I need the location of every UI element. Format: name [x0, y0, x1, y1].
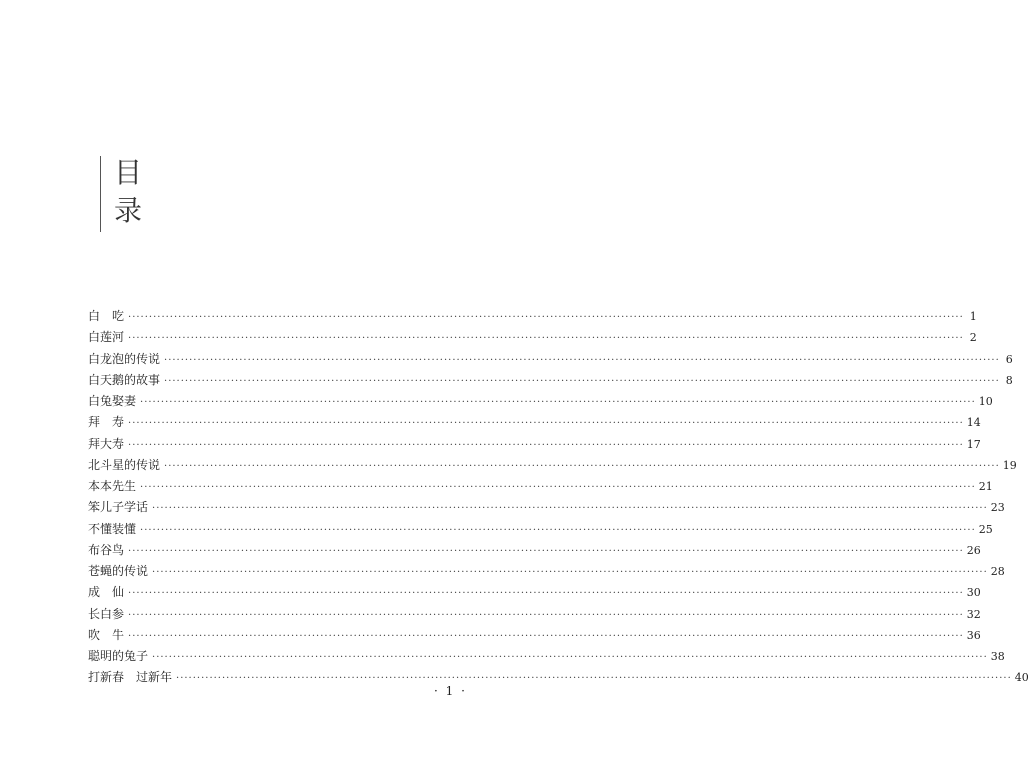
- toc-entry-title: 布谷鸟: [88, 542, 125, 557]
- toc-entry-title: 白天鹅的故事: [88, 372, 161, 387]
- toc-entry-title: 吹 牛: [88, 627, 125, 642]
- heading-rule: [100, 156, 101, 232]
- toc-entry-title: 拜大寿: [88, 436, 125, 451]
- toc-entry-title: 笨儿子学话: [88, 500, 149, 515]
- toc-leader-dots: ········································································································································································································: [128, 312, 964, 323]
- toc-leader-dots: ········································································································································································································: [176, 673, 1012, 685]
- toc-entry[interactable]: [88, 306, 977, 327]
- toc-entry-page: 8: [1005, 373, 1013, 387]
- toc-entry-page: 19: [1002, 458, 1017, 472]
- toc-leader-dots: ········································································································································································································: [128, 545, 964, 557]
- toc-leader-dots: ········································································································································································································: [128, 609, 964, 621]
- toc-leader-dots: ········································································································································································································: [140, 524, 976, 536]
- toc-leader-dots: ········································································································································································································: [128, 630, 964, 642]
- toc-entry-page: 28: [990, 565, 1005, 578]
- toc-leader-dots: ········································································································································································································: [152, 503, 988, 515]
- toc-entry[interactable]: [88, 349, 1013, 370]
- toc-entry[interactable]: [88, 327, 977, 348]
- toc-entry[interactable]: [88, 455, 1017, 476]
- toc-entry[interactable]: [88, 519, 993, 540]
- toc-entry-title: 白莲河: [88, 330, 125, 345]
- toc-entry[interactable]: [88, 561, 1005, 582]
- toc-entry[interactable]: [88, 540, 981, 561]
- toc-entry[interactable]: [88, 370, 1013, 391]
- toc-entry-page: 14: [966, 416, 981, 430]
- toc-entry-title: 本本先生: [88, 479, 137, 493]
- toc-leader-dots: ········································································································································································································: [164, 375, 1000, 387]
- toc-entry[interactable]: [88, 604, 981, 625]
- toc-leader-dots: ········································································································································································································: [128, 439, 964, 451]
- toc-entry-page: 38: [990, 650, 1005, 663]
- toc-leader-dots: ········································································································································································································: [128, 333, 964, 345]
- toc-leader-dots: ········································································································································································································: [128, 418, 964, 430]
- toc-entry-title: 白 吃: [88, 309, 125, 323]
- toc-entry-page: 40: [1014, 671, 1029, 685]
- toc-entry-title: 不懂装懂: [88, 521, 137, 536]
- toc-entry-title: 白龙泡的传说: [88, 351, 161, 366]
- toc-leader-dots: ········································································································································································································: [152, 652, 988, 663]
- toc-leader-dots: ········································································································································································································: [164, 460, 1000, 472]
- toc-entry-page: 17: [966, 437, 981, 451]
- toc-entry-page: 26: [966, 543, 981, 557]
- toc-entry-page: 10: [978, 395, 993, 408]
- toc-entry[interactable]: [88, 667, 1029, 688]
- toc-entry-page: 32: [966, 607, 981, 621]
- toc-entry-page: 36: [966, 628, 981, 642]
- toc-entry-page: 6: [1005, 352, 1013, 366]
- toc-entry-title: 北斗星的传说: [88, 457, 161, 472]
- toc-entry[interactable]: [88, 625, 981, 646]
- toc-leader-dots: ········································································································································································································: [164, 354, 1000, 366]
- toc-entry-page: 23: [990, 501, 1005, 515]
- toc-entry[interactable]: [88, 391, 993, 412]
- toc-leader-dots: ········································································································································································································: [152, 567, 988, 578]
- toc-entry-title: 长白参: [88, 606, 125, 621]
- toc-entry-title: 拜 寿: [88, 415, 125, 430]
- toc-entry-page: 1: [969, 310, 977, 323]
- toc-entry[interactable]: [88, 646, 1005, 667]
- toc-entry-title: 白兔娶妻: [88, 394, 137, 408]
- heading-char-mu: 目: [114, 156, 143, 189]
- toc-leader-dots: ········································································································································································································: [140, 397, 976, 408]
- toc-entry[interactable]: [88, 497, 1005, 518]
- page-number: · 1 ·: [434, 684, 467, 698]
- toc-entry-title: 打新春 过新年: [88, 670, 173, 685]
- toc-leader-dots: ········································································································································································································: [128, 588, 964, 600]
- toc-entry-title: 成 仙: [88, 585, 125, 600]
- toc-entry-title: 苍蝇的传说: [88, 564, 149, 578]
- toc-entry-page: 21: [978, 480, 993, 493]
- toc-heading: [100, 156, 160, 236]
- toc-entry[interactable]: [88, 412, 981, 433]
- heading-char-lu: 录: [114, 194, 143, 227]
- toc-entry-title: 聪明的兔子: [88, 649, 149, 663]
- table-of-contents: [88, 306, 1029, 689]
- toc-entry-page: 2: [969, 331, 977, 345]
- toc-entry[interactable]: [88, 582, 981, 603]
- toc-entry[interactable]: [88, 476, 993, 497]
- toc-leader-dots: ········································································································································································································: [140, 482, 976, 493]
- toc-entry[interactable]: [88, 434, 981, 455]
- toc-entry-page: 25: [978, 522, 993, 536]
- toc-entry-page: 30: [966, 586, 981, 600]
